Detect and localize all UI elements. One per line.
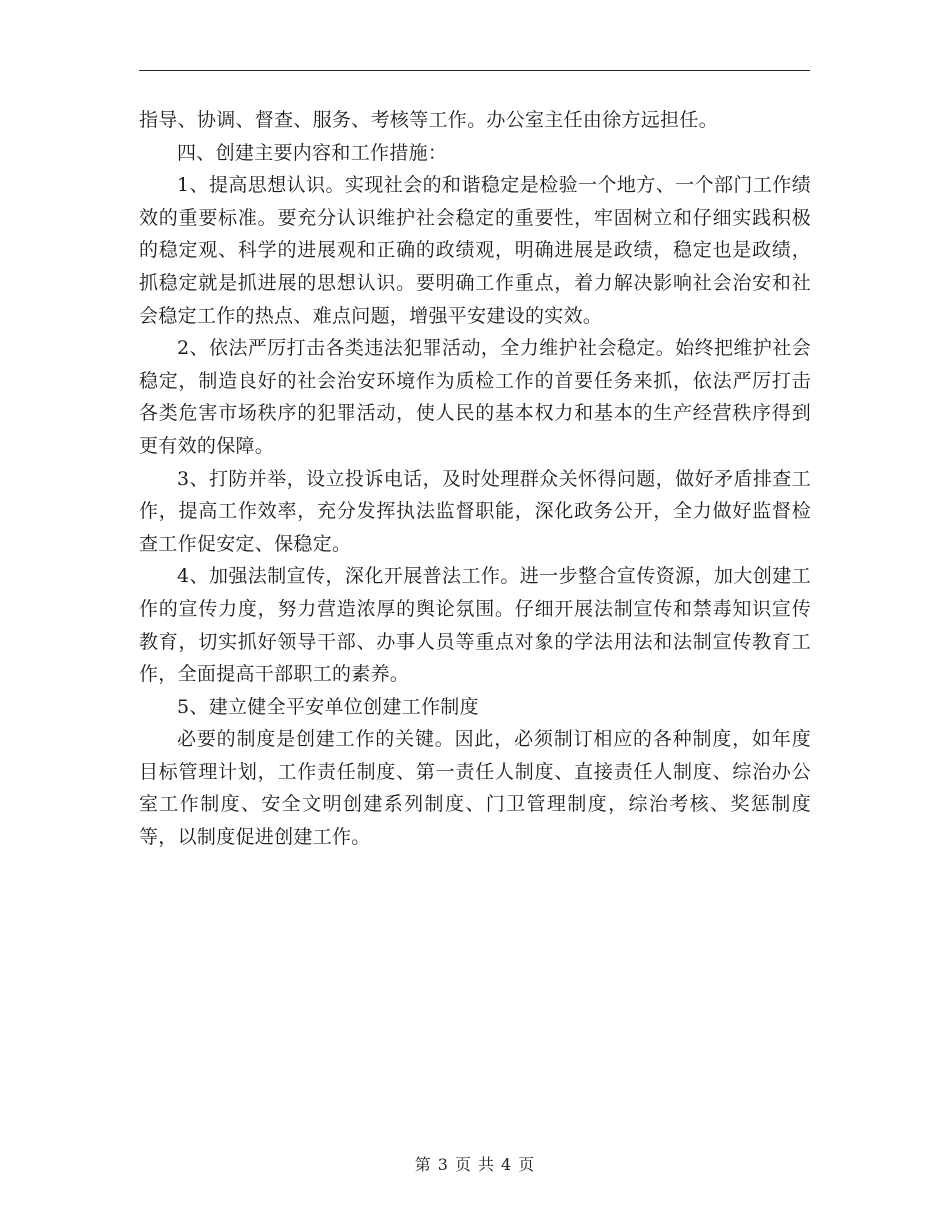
footer-suffix: 页	[518, 1155, 536, 1174]
header-rule	[139, 70, 810, 71]
footer-prefix: 第	[414, 1155, 432, 1174]
paragraph-continuation: 指导、协调、督查、服务、考核等工作。办公室主任由徐方远担任。	[139, 109, 719, 131]
document-body	[139, 104, 811, 854]
paragraph-item-2: 2、依法严厉打击各类违法犯罪活动，全力维护社会稳定。始终把维护社会稳定，制造良好的社会治安环境作为质检工作的首要任务来抓，依法严厉打击各类危害市场秩序的犯罪活动，使人民的基本权力和基本的生产经营秩序得到更有效的保障。	[139, 337, 811, 457]
paragraph-item-1: 1、提高思想认识。实现社会的和谐稳定是检验一个地方、一个部门工作绩效的重要标准。要充分认识维护社会稳定的重要性，牢固树立和仔细实践积极的稳定观、科学的进展观和正确的政绩观，明确进展是政绩，稳定也是政绩，抓稳定就是抓进展的思想认识。要明确工作重点，着力解决影响社会治安和社会稳定工作的热点、难点问题，增强平安建设的实效。	[139, 174, 811, 327]
paragraph-item-4: 4、加强法制宣传，深化开展普法工作。进一步整合宣传资源，加大创建工作的宣传力度，努力营造浓厚的舆论氛围。仔细开展法制宣传和禁毒知识宣传教育，切实抓好领导干部、办事人员等重点对象的学法用法和法制宣传教育工作，全面提高干部职工的素养。	[139, 565, 811, 686]
paragraph-item-5-heading: 5、建立健全平安单位创建工作制度	[177, 695, 479, 718]
section-heading: 四、创建主要内容和工作措施：	[177, 141, 448, 164]
page-footer	[0, 1152, 950, 1175]
footer-total-pages: 4	[501, 1155, 513, 1174]
paragraph-item-3: 3、打防并举，设立投诉电话，及时处理群众关怀得问题，做好矛盾排查工作，提高工作效率，充分发挥执法监督职能，深化政务公开，全力做好监督检查工作促安定、保稳定。	[139, 467, 811, 555]
footer-page-number: 3	[437, 1155, 449, 1174]
footer-middle: 页 共	[454, 1155, 496, 1174]
paragraph-item-5-body: 必要的制度是创建工作的关键。因此，必须制订相应的各种制度，如年度目标管理计划，工作责任制度、第一责任人制度、直接责任人制度、综治办公室工作制度、安全文明创建系列制度、门卫管理制度，综治考核、奖惩制度等，以制度促进创建工作。	[139, 728, 811, 849]
